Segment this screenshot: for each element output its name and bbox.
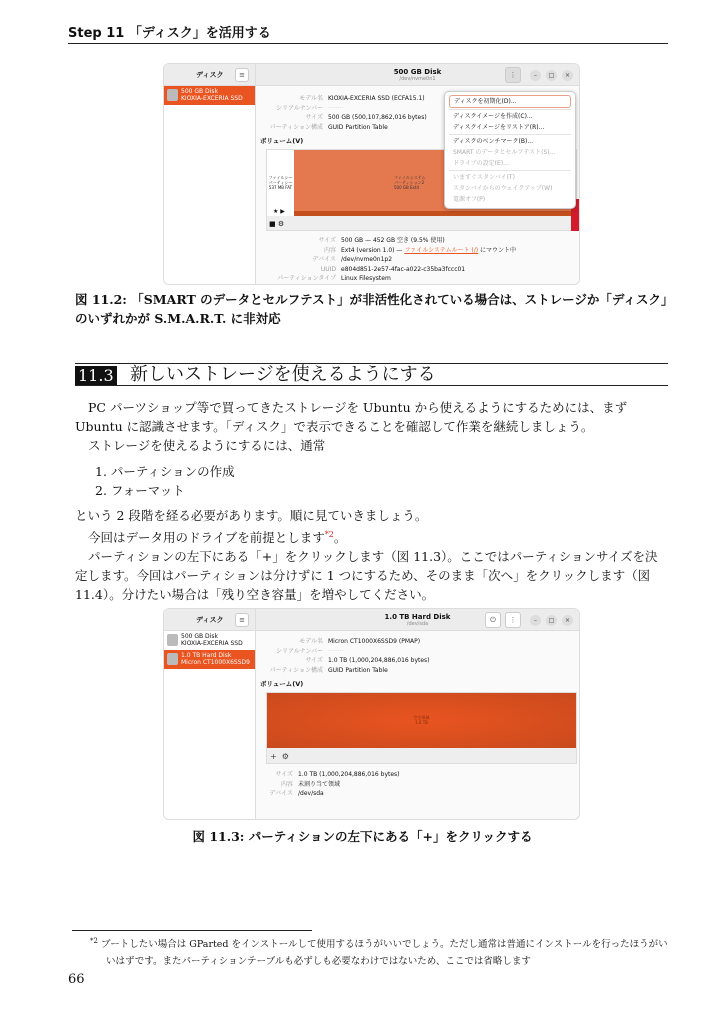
ssd-icon [167,89,178,101]
disks-window-screenshot-1 [163,63,580,285]
info-value: GUID Partition Table [328,123,388,131]
maximize-icon[interactable]: □ [546,70,557,81]
detail-value: 未割り当て領域 [298,780,341,788]
info-value: 500 GB (500,107,862,016 bytes) [328,114,427,121]
device-model: Micron CT1000X6SSD9 [181,659,250,666]
detail-label: パーティションタイプ [277,275,336,282]
gear-icon[interactable]: ⚙ [281,752,289,761]
power-icon[interactable]: ⏻ [485,612,501,628]
info-label: パーティション構成 [269,666,323,674]
body-text [75,398,670,604]
kebab-menu-icon[interactable]: ⋮ [505,612,521,628]
info-label: シリアルナンバー [275,647,323,655]
detail-label: 内容 [323,246,336,254]
disk-path: /dev/sda [406,621,429,627]
sidebar-title: ディスク [196,616,224,624]
stop-icon[interactable]: ■ [269,220,276,228]
device-model: KIOXIA-EXCERIA SSD [181,95,243,102]
close-icon[interactable]: × [562,615,573,626]
info-label: サイズ [305,657,323,664]
device-item[interactable] [164,86,255,105]
paragraph: PC パーツショップ等で買ってきたストレージを Ubuntu から使えるようにするためには、まず Ubuntu に認識させます。「ディスク」で表示できることを確認して作業を継続しましょう。 [75,400,628,434]
partition-label: ファイルシステム [394,175,426,180]
mount-link[interactable]: ファイルシステムルート (/) [404,246,479,254]
disk-path: /dev/nvme0n1 [399,76,436,82]
running-header: Step 11 「ディスク」を活用する [68,26,271,41]
partition-label: ファイルシ— [268,175,293,180]
detail-label: デバイス [312,256,336,263]
partition-size: 500 GB Ext4 [394,185,420,190]
menu-item-benchmark[interactable]: ディスクのベンチマーク(B)... [453,138,534,145]
menu-item-format[interactable]: ディスクを初期化(D)... [449,95,571,108]
kebab-menu-icon[interactable]: ⋮ [505,67,521,83]
detail-label: UUID [320,265,336,273]
footnote-ref[interactable]: *2 [324,530,334,539]
volume-map [266,692,577,764]
paragraph-end: 。 [333,530,347,546]
close-icon[interactable]: × [562,70,573,81]
disk-menu [444,91,576,209]
sidebar [164,609,256,819]
add-partition-icon[interactable]: + [270,752,277,761]
menu-item-standby: いますぐスタンバイ(T) [453,174,515,181]
menu-item-drive-settings: ドライブの設定(E)... [453,160,509,167]
partition-label: パーティシ— [268,180,293,185]
info-label: モデル名 [299,638,323,645]
device-item[interactable] [164,631,255,650]
section-number: 11.3 [75,366,117,385]
info-label: モデル名 [299,95,323,102]
volumes-label: ボリューム(V) [260,680,304,688]
paragraph: 今回はデータ用のドライブを前提とします [88,530,325,546]
menu-item-create-image[interactable]: ディスクイメージを作成(C)... [453,113,533,120]
ssd-icon [167,634,178,646]
menu-item-poweroff: 電源オフ(P) [453,196,486,203]
volumes-label: ボリューム(V) [260,137,304,145]
minimize-icon[interactable]: – [530,615,541,626]
figure-caption-11-2: 図 11.2: 「SMART のデータとセルフテスト」が非活性化されている場合は、ストレージか「ディスク」のいずれかが S.M.A.R.T. に非対応 [75,292,668,326]
detail-value: e804d851-2e57-4fac-a022-c35ba3fccc01 [341,265,466,273]
disks-window-screenshot-2 [163,608,580,820]
menu-item-restore-image[interactable]: ディスクイメージをリストア(R)... [453,124,545,131]
star-play-icons: ★ ▶ [273,208,285,215]
detail-value: Ext4 (version 1.0) — [341,246,405,254]
list-item: 2. フォーマット [95,483,185,498]
footnote-mark: *2 [90,937,98,945]
section-heading [75,363,668,386]
footnote-text: ブートしたい場合は GParted をインストールして使用するほうがいいでしょう。ただし通常は普通にインストールを行ったほうがいいはずです。またパーティションテーブルも必ずしも必要なわけではないため、ここでは省略します [101,939,668,968]
free-space-label: 空き領域 [413,715,430,720]
menu-item-wakeup: スタンバイからのウェイクアップ(W) [453,185,553,192]
info-label: サイズ [305,114,323,121]
gear-icon[interactable]: ⚙ [277,220,285,228]
hamburger-icon[interactable]: ≡ [235,613,249,627]
maximize-icon[interactable]: □ [546,615,557,626]
info-value: KIOXIA-EXCERIA SSD (ECFA15.1) [328,95,425,102]
info-value-blurred: ········ [328,647,344,655]
info-value-blurred: ········ [328,104,344,112]
sidebar-title: ディスク [196,71,224,79]
free-space-size: 1.0 TB [415,720,428,725]
sidebar [164,64,256,284]
device-item[interactable] [164,650,255,669]
list-item: 1. パーティションの作成 [95,464,235,479]
detail-value: Linux Filesystem [341,275,391,282]
detail-value: 1.0 TB (1,000,204,886,016 bytes) [298,771,400,778]
detail-value: /dev/nvme0n1p2 [341,256,393,263]
minimize-icon[interactable]: – [530,70,541,81]
menu-item-smart: SMART のデータとセルフテスト(S)... [453,149,556,156]
page-number: 66 [68,972,85,987]
footnote [90,933,672,970]
detail-label: サイズ [275,771,293,778]
info-value: 1.0 TB (1,000,204,886,016 bytes) [328,657,430,664]
section-title: 新しいストレージを使えるようにする [130,364,436,385]
partition-size: 537 MB FAT [268,185,293,190]
disk-title: 500 GB Disk [393,68,442,76]
partition-1[interactable] [267,150,294,216]
free-space-block[interactable] [267,693,576,748]
detail-label: デバイス [269,790,293,797]
detail-label: サイズ [318,237,336,244]
detail-value: にマウント中 [478,246,517,254]
header-rule [68,43,668,44]
info-label: パーティション構成 [269,123,323,131]
info-value: GUID Partition Table [328,666,388,674]
device-name: 500 GB Disk [181,88,218,95]
paragraph: パーティションの左下にある「+」をクリックします（図 11.3）。ここではパーティションサイズを決定します。今回はパーティションは分けずに 1 つにするため、そのまま「次へ」をクリックします（図 11.4）。分けたい場合は「残り空き容量」を増やしてください。 [75,549,658,603]
usb-disk-icon [167,653,178,665]
partition-label: パーティション2 [394,180,425,185]
disk-title: 1.0 TB Hard Disk [384,613,451,621]
detail-value: /dev/sda [298,790,324,797]
detail-value: 500 GB — 452 GB 空き (9.5% 使用) [341,237,445,244]
figure-caption-11-3: 図 11.3: パーティションの左下にある「+」をクリックする [192,829,533,844]
info-value: Micron CT1000X6SSD9 (PMAP) [328,638,421,645]
device-name: 1.0 TB Hard Disk [181,652,232,659]
hamburger-icon[interactable]: ≡ [235,68,249,82]
device-name: 500 GB Disk [181,633,218,640]
paragraph: という 2 段階を経る必要があります。順に見ていきましょう。 [75,508,428,523]
footnote-rule [72,930,312,931]
device-model: KIOXIA-EXCERIA SSD [181,640,243,647]
info-label: シリアルナンバー [275,104,323,112]
detail-label: 内容 [280,780,293,788]
paragraph: ストレージを使えるようにするには、通常 [88,438,326,453]
